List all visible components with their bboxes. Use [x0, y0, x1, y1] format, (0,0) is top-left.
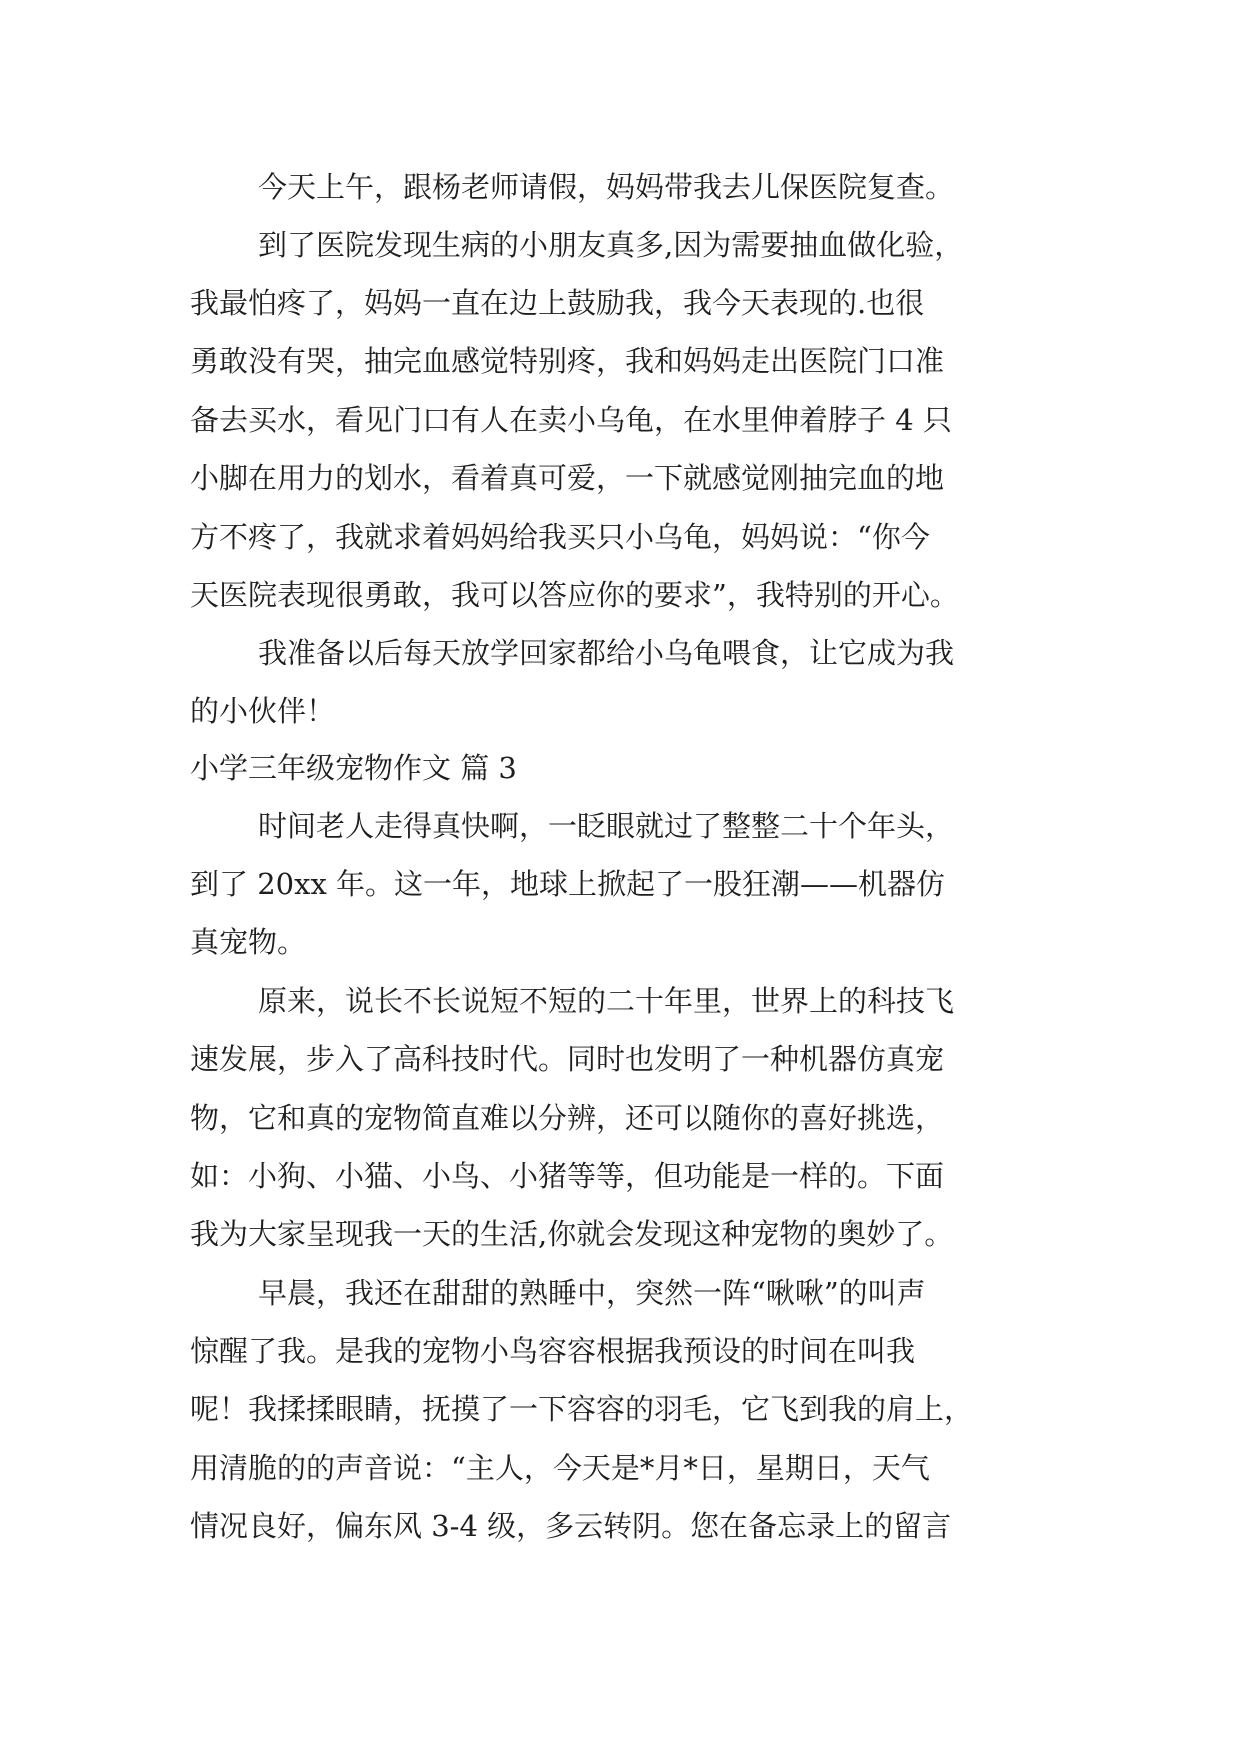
text-line: 方不疼了，我就求着妈妈给我买只小乌龟，妈妈说：“你今: [190, 520, 930, 554]
text-line: 物，它和真的宠物简直难以分辨，还可以随你的喜好挑选，: [190, 1101, 945, 1135]
section-heading: 小学三年级宠物作文 篇 3: [190, 751, 517, 785]
text-line: 用清脆的的声音说：“主人，今天是*月*日，星期日，天气: [190, 1451, 930, 1485]
text-line: 早晨，我还在甜甜的熟睡中，突然一阵“啾啾”的叫声: [258, 1276, 926, 1310]
text-line: 备去买水，看见门口有人在卖小乌龟，在水里伸着脖子 4 只: [190, 403, 952, 437]
text-line: 我准备以后每天放学回家都给小乌龟喂食，让它成为我: [258, 636, 955, 670]
text-line: 到了 20xx 年。这一年，地球上掀起了一股狂潮——机器仿: [190, 867, 946, 901]
text-line: 原来，说长不长说短不短的二十年里，世界上的科技飞: [258, 984, 955, 1018]
text-line: 的小伙伴！: [190, 694, 336, 728]
text-line: 到了医院发现生病的小朋友真多,因为需要抽血做化验，: [258, 228, 964, 262]
text-line: 今天上午，跟杨老师请假，妈妈带我去儿保医院复查。: [258, 170, 955, 204]
text-line: 我最怕疼了，妈妈一直在边上鼓励我，我今天表现的.也很: [190, 286, 925, 320]
text-line: 时间老人走得真快啊，一眨眼就过了整整二十个年头，: [258, 809, 955, 843]
text-line: 呢！我揉揉眼睛，抚摸了一下容容的羽毛，它飞到我的肩上，: [190, 1392, 974, 1426]
text-line: 真宠物。: [190, 925, 307, 959]
text-line: 天医院表现很勇敢，我可以答应你的要求”，我特别的开心。: [190, 578, 959, 612]
text-line: 惊醒了我。是我的宠物小鸟容容根据我预设的时间在叫我: [190, 1334, 916, 1368]
text-line: 小脚在用力的划水，看着真可爱，一下就感觉刚抽完血的地: [190, 461, 945, 495]
text-line: 勇敢没有哭，抽完血感觉特别疼，我和妈妈走出医院门口准: [190, 344, 945, 378]
text-line: 情况良好，偏东风 3-4 级，多云转阴。您在备忘录上的留言: [190, 1509, 952, 1543]
text-line: 我为大家呈现我一天的生活,你就会发现这种宠物的奥妙了。: [190, 1217, 954, 1251]
text-line: 速发展，步入了高科技时代。同时也发明了一种机器仿真宠: [190, 1042, 945, 1076]
text-line: 如：小狗、小猫、小鸟、小猪等等，但功能是一样的。下面: [190, 1159, 945, 1193]
